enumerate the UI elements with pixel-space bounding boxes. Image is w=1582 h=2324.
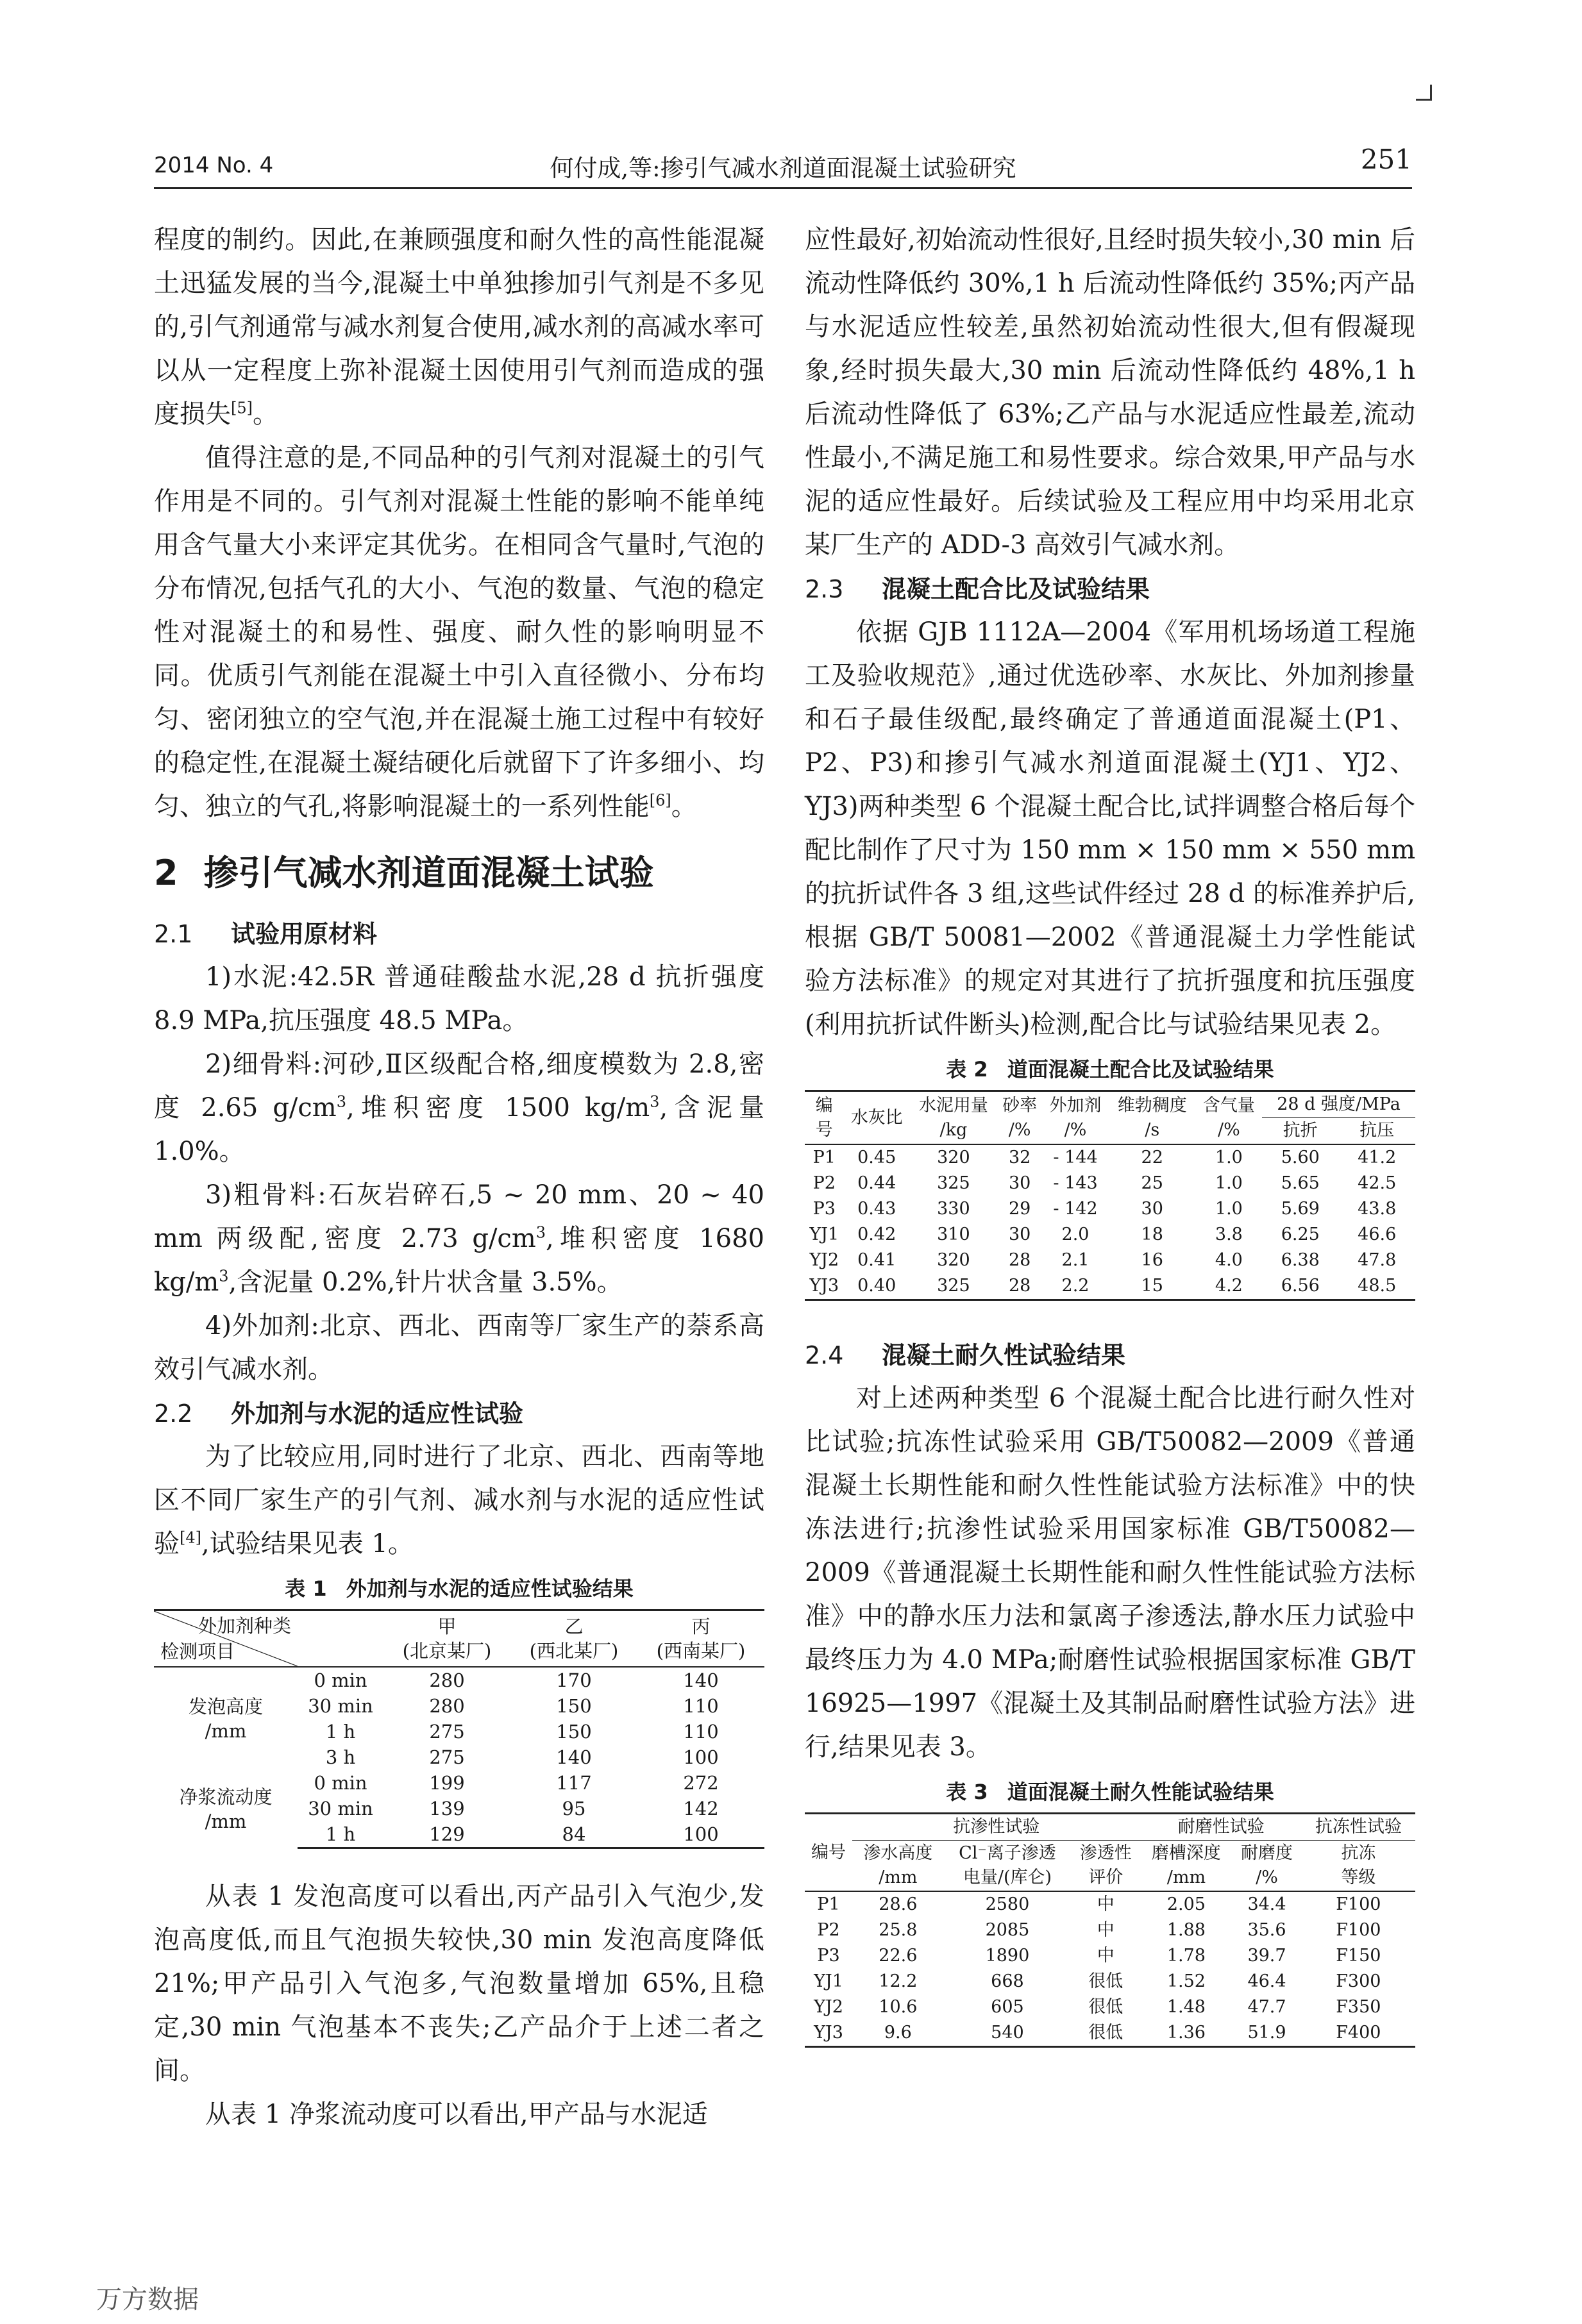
- table-3: 编号 抗渗性试验 耐磨性试验 抗冻性试验 渗水高度 /mm Cl⁻离子渗透 电量/(库仑) 渗透性 评价 磨槽深度 /mm 耐磨度 /% 抗冻 等级 P1 28.6 2580 中 2.05 34.4 F100 P2 25.8 2085 中 1.88 35.6 F100 P3 22.6 1890 中 1.78 39.7 F150 YJ1 12.2 668 很低 1.52 46.4 F300 YJ2 10.6 605 很低 1.48 47.7 F350 YJ3 9.6 540 很低 1.36 51.9 F400: [805, 1812, 1415, 2048]
- table-caption: 表 3 道面混凝土耐久性能试验结果: [946, 1780, 1274, 1804]
- table-row: [805, 2020, 1415, 2047]
- column-header: 乙 (西北某厂): [510, 1610, 637, 1668]
- table-cell: 10.6: [879, 1997, 918, 2017]
- table-cell: 0.44: [857, 1173, 896, 1193]
- table-cell: 22: [1109, 1144, 1196, 1171]
- subsection-heading: 2.1 试验用原材料: [154, 920, 378, 948]
- table-cell: 4.2: [1196, 1273, 1262, 1300]
- table-cell: 51.9: [1232, 2020, 1301, 2047]
- column-header: 丙 (西南某厂): [637, 1610, 764, 1668]
- material-item: 4)外加剂:北京、西北、西南等厂家生产的萘系高效引气减水剂。: [154, 1311, 764, 1384]
- table-cell: 1.48: [1166, 1997, 1206, 2017]
- table-cell: 很低: [1071, 2020, 1140, 2047]
- column-header: 甲 (北京某厂): [383, 1610, 510, 1668]
- table-cell: 41.2: [1338, 1144, 1415, 1171]
- material-item: 2)细骨料:河砂,Ⅱ区级配合格,细度模数为 2.8,密度 2.65 $g/cm^3$,堆积密度 1500 $kg/m^3$,含泥量 1.0%。: [154, 1049, 765, 1166]
- table-cell: 5.60: [1262, 1144, 1338, 1171]
- subsection-heading: 2.2 外加剂与水泥的适应性试验: [154, 1400, 524, 1428]
- table-cell: YJ1: [814, 1971, 843, 1991]
- table-cell: 30: [1008, 1225, 1031, 1244]
- table-row: [805, 1273, 1415, 1300]
- table-cell: P1: [805, 1144, 844, 1171]
- table-cell: F350: [1336, 1997, 1381, 2017]
- table-cell: 46.6: [1358, 1225, 1397, 1244]
- table-row: [805, 1222, 1415, 1248]
- paragraph: 对上述两种类型 6 个混凝土配合比进行耐久性对比试验;抗冻性试验采用 GB/T50082—2009《普通混凝土长期性能和耐久性性能试验方法标准》中的快冻法进行;抗渗性试验采用国家标准 GB/T50082—2009《普通混凝土长期性能和耐久性性能试验方法标准》中的静水压力法和氯离子渗透法,静水压力试验中最终压力为 4.0 MPa;耐磨性试验根据国家标准 GB/T 16925—1997《混凝土及其制品耐磨性试验方法》进行,结果见表 3。: [805, 1384, 1415, 1762]
- paragraph: 从表 1 发泡高度可以看出,丙产品引入气泡少,发泡高度低,而且气泡损失较快,30 min 发泡高度降低 21%;甲产品引入气泡多,气泡数量增加 65%,且稳定,30 min 气泡基本不丧失;乙产品介于上述二者之间。: [154, 1882, 764, 2086]
- table-cell: 43.8: [1358, 1199, 1397, 1219]
- table-cell: 34.4: [1232, 1891, 1301, 1918]
- paragraph: 从表 1 净浆流动度可以看出,甲产品与水泥适: [205, 2100, 708, 2129]
- paragraph: 应性最好,初始流动性很好,且经时损失较小,30 min 后流动性降低约 30%,1 h 后流动性降低约 35%;丙产品与水泥适应性较差,虽然初始流动性很大,但有假凝现象,经时损失最大,30 min 后流动性降低约 48%,1 h 后流动性降低了 63%;乙产品与水泥适应性最差,流动性最小,不满足施工和易性要求。综合效果,甲产品与水泥的适应性最好。后续试验及工程应用中均采用北京某厂生产的 ADD-3 高效引气减水剂。: [805, 225, 1415, 560]
- table-cell: 42.5: [1358, 1173, 1397, 1193]
- table-cell: 15: [1109, 1273, 1196, 1300]
- subsection-heading: 2.4 混凝土耐久性试验结果: [805, 1341, 1126, 1369]
- table-cell: 2.1: [1061, 1250, 1090, 1270]
- table-cell: - 144: [1042, 1144, 1108, 1171]
- table-cell: 0.41: [857, 1250, 896, 1270]
- table-row: [805, 1943, 1415, 1969]
- table-cell: 中: [1071, 1891, 1140, 1918]
- table-cell: 47.8: [1358, 1250, 1397, 1270]
- running-header: [154, 144, 1412, 189]
- table-cell: YJ3: [805, 2020, 852, 2047]
- table-cell: 28: [1008, 1250, 1031, 1270]
- table-cell: F100: [1336, 1920, 1381, 1940]
- page-number: 251: [1360, 144, 1412, 175]
- table-cell: 18: [1141, 1225, 1163, 1244]
- material-item: 3)粗骨料:石灰岩碎石,5 ~ 20 mm、20 ~ 40 mm 两级配,密度 2.73 $g/cm^3$,堆积密度 1680 $kg/m^3$,含泥量 0.2%,针片状含量 3.5%。: [154, 1180, 764, 1297]
- running-title: 何付成,等:掺引气减水剂道面混凝土试验研究: [550, 155, 1016, 182]
- table-cell: - 143: [1053, 1173, 1098, 1193]
- table-cell: 30: [1008, 1173, 1031, 1193]
- paragraph: 程度的制约。因此,在兼顾强度和耐久性的高性能混凝土迅猛发展的当今,混凝土中单独掺加引气剂是不多见的,引气剂通常与减水剂复合使用,减水剂的高减水率可以从一定程度上弥补混凝土因使用引气剂而造成的强度损失[5]。: [154, 225, 764, 429]
- table-cell: 1.36: [1141, 2020, 1233, 2047]
- table-row: [805, 1994, 1415, 2020]
- table-cell: P2: [812, 1173, 836, 1193]
- table-cell: 28: [997, 1273, 1042, 1300]
- table-row: 30 min 139 95 142: [308, 1798, 719, 1819]
- table-cell: 2.05: [1141, 1891, 1233, 1918]
- table-cell: 1.78: [1166, 1946, 1206, 1966]
- paragraph: 为了比较应用,同时进行了北京、西北、西南等地区不同厂家生产的引气剂、减水剂与水泥的适应性试验[4],试验结果见表 1。: [154, 1442, 764, 1559]
- table-cell: 39.7: [1247, 1946, 1286, 1966]
- table-cell: 605: [991, 1997, 1024, 2017]
- table-cell: 48.5: [1338, 1273, 1415, 1300]
- table-cell: 1890: [985, 1946, 1030, 1966]
- table-row: [805, 1144, 1415, 1171]
- table-row: [805, 1171, 1415, 1196]
- table-cell: 310: [937, 1225, 970, 1244]
- table-cell: 540: [944, 2020, 1071, 2047]
- table-caption: 表 1 外加剂与水泥的适应性试验结果: [285, 1576, 634, 1601]
- table-cell: 很低: [1088, 1971, 1123, 1991]
- crop-mark: [1416, 85, 1432, 101]
- table-cell: 1.88: [1166, 1920, 1206, 1940]
- table-cell: 25.8: [879, 1920, 918, 1940]
- table-row: [805, 1248, 1415, 1273]
- table-row: 1 h 129 84 100: [154, 1821, 764, 1848]
- table-2: 编 号 水灰比 水泥用量 /kg 砂率 /% 外加剂 /% 维勃稠度 /s 含气量 /% 28 d 强度/MPa 抗折 抗压 P1 0.45 320 32 - 144 22 1.0 5.60 41.2 P2 0.44 325 30 - 143 25 1.0 5.65 42.5 P3 0.43 330 29 - 142 30 1.0 5.69 43.8 YJ1 0.42 310 30 2.0 18 3.8 6.25 46.6 YJ2 0.41 320 28 2.1 16 4.0 6.38 47.8 YJ3 0.40 325 28 2.2 15 4.2 6.56 48.5: [805, 1090, 1415, 1301]
- table-cell: 32: [997, 1144, 1042, 1171]
- table-cell: 6.38: [1281, 1250, 1320, 1270]
- table-cell: 325: [937, 1173, 970, 1193]
- table-cell: 668: [991, 1971, 1024, 1991]
- table-row: [805, 1891, 1415, 1918]
- table-cell: YJ2: [814, 1997, 843, 2017]
- table-cell: 0.42: [857, 1225, 896, 1244]
- paragraph: 值得注意的是,不同品种的引气剂对混凝土的引气作用是不同的。引气剂对混凝土性能的影响不能单纯用含气量大小来评定其优劣。在相同含气量时,气泡的分布情况,包括气孔的大小、气泡的数量、气泡的稳定性对混凝土的和易性、强度、耐久性的影响明显不同。优质引气剂能在混凝土中引入直径微小、分布均匀、密闭独立的空气泡,并在混凝土施工过程中有较好的稳定性,在混凝土凝结硬化后就留下了许多细小、均匀、独立的气孔,将影响混凝土的一系列性能[6]。: [154, 443, 764, 821]
- table-cell: 320: [910, 1144, 997, 1171]
- table-cell: 1.0: [1196, 1144, 1262, 1171]
- table-cell: 330: [937, 1199, 970, 1219]
- table-cell: - 142: [1053, 1199, 1098, 1219]
- table-cell: 3.8: [1215, 1225, 1243, 1244]
- table-cell: 中: [1097, 1920, 1115, 1940]
- table-cell: F400: [1302, 2020, 1415, 2047]
- table-cell: YJ1: [809, 1225, 839, 1244]
- table-cell: 320: [937, 1250, 970, 1270]
- table-cell: 0.45: [844, 1144, 910, 1171]
- table-row: [805, 1196, 1415, 1222]
- table-cell: 4.0: [1215, 1250, 1243, 1270]
- diagonal-header-cell: 外加剂种类 检测项目: [154, 1610, 298, 1668]
- table-cell: P3: [817, 1946, 840, 1966]
- paragraph: 依据 GJB 1112A—2004《军用机场场道工程施工及验收规范》,通过优选砂率、水灰比、外加剂掺量和石子最佳级配,最终确定了普通道面混凝土(P1、P2、P3)和掺引气减水剂道面混凝土(YJ1、YJ2、YJ3)两种类型 6 个混凝土配合比,试拌调整合格后每个配比制作了尺寸为 150 mm × 150 mm × 550 mm 的抗折试件各 3 组,这些试件经过 28 d 的标准养护后,根据 GB/T 50081—2002《普通混凝土力学性能试验方法标准》的规定对其进行了抗折强度和抗压强度(利用抗折试件断头)检测,配合比与试验结果见表 2。: [805, 617, 1415, 1039]
- table-cell: 6.25: [1281, 1225, 1320, 1244]
- table-cell: 2.0: [1061, 1225, 1090, 1244]
- table-cell: 0.43: [857, 1199, 896, 1219]
- table-row: 发泡高度 /mm 0 min 280 170 140: [154, 1667, 764, 1693]
- table-cell: F100: [1302, 1891, 1415, 1918]
- table-cell: P2: [817, 1920, 840, 1940]
- table-cell: 22.6: [879, 1946, 918, 1966]
- table-row: 3 h 275 140 100: [325, 1746, 719, 1768]
- watermark: 万方数据: [96, 2285, 199, 2314]
- table-cell: 5.65: [1281, 1173, 1320, 1193]
- table-cell: YJ2: [809, 1250, 839, 1270]
- right-column: [805, 218, 1415, 2048]
- table-cell: 9.6: [852, 2020, 944, 2047]
- table-cell: 29: [1008, 1199, 1031, 1219]
- table-cell: 1.0: [1215, 1173, 1243, 1193]
- table-cell: 0.40: [844, 1273, 910, 1300]
- table-cell: 30: [1141, 1199, 1163, 1219]
- table-cell: P3: [812, 1199, 836, 1219]
- table-1: [154, 1609, 764, 1849]
- table-cell: 1.52: [1166, 1971, 1206, 1991]
- table-cell: 325: [910, 1273, 997, 1300]
- table-cell: 25: [1141, 1173, 1163, 1193]
- table-row: [805, 1969, 1415, 1994]
- table-cell: 47.7: [1247, 1997, 1286, 2017]
- table-row: 30 min 280 150 110: [308, 1695, 719, 1717]
- table-cell: 1.0: [1215, 1199, 1243, 1219]
- table-cell: 6.56: [1262, 1273, 1338, 1300]
- table-cell: 2580: [944, 1891, 1071, 1918]
- table-cell: 很低: [1088, 1997, 1123, 2017]
- table-row: [805, 1918, 1415, 1943]
- table-cell: YJ3: [805, 1273, 844, 1300]
- table-cell: 28.6: [852, 1891, 944, 1918]
- table-row: 净浆流动度 /mm 0 min 199 117 272: [179, 1772, 719, 1832]
- table-cell: 46.4: [1247, 1971, 1286, 1991]
- table-cell: 35.6: [1247, 1920, 1286, 1940]
- table-cell: 5.69: [1281, 1199, 1320, 1219]
- material-item: 1)水泥:42.5R 普通硅酸盐水泥,28 d 抗折强度 8.9 MPa,抗压强度 48.5 MPa。: [154, 962, 764, 1035]
- section-heading: 2 掺引气减水剂道面混凝土试验: [154, 853, 654, 893]
- table-caption: 表 2 道面混凝土配合比及试验结果: [946, 1057, 1274, 1082]
- table-cell: P1: [805, 1891, 852, 1918]
- left-column: [154, 218, 764, 2136]
- table-cell: F150: [1336, 1946, 1381, 1966]
- table-cell: 2.2: [1042, 1273, 1108, 1300]
- table-cell: 中: [1097, 1946, 1115, 1966]
- table-cell: 16: [1141, 1250, 1163, 1270]
- issue-label: 2014 No. 4: [154, 153, 274, 178]
- table-cell: 12.2: [879, 1971, 918, 1991]
- subsection-heading: 2.3 混凝土配合比及试验结果: [805, 575, 1150, 603]
- table-row: 1 h 275 150 110: [325, 1721, 719, 1743]
- table-cell: 2085: [985, 1920, 1030, 1940]
- table-cell: F300: [1336, 1971, 1381, 1991]
